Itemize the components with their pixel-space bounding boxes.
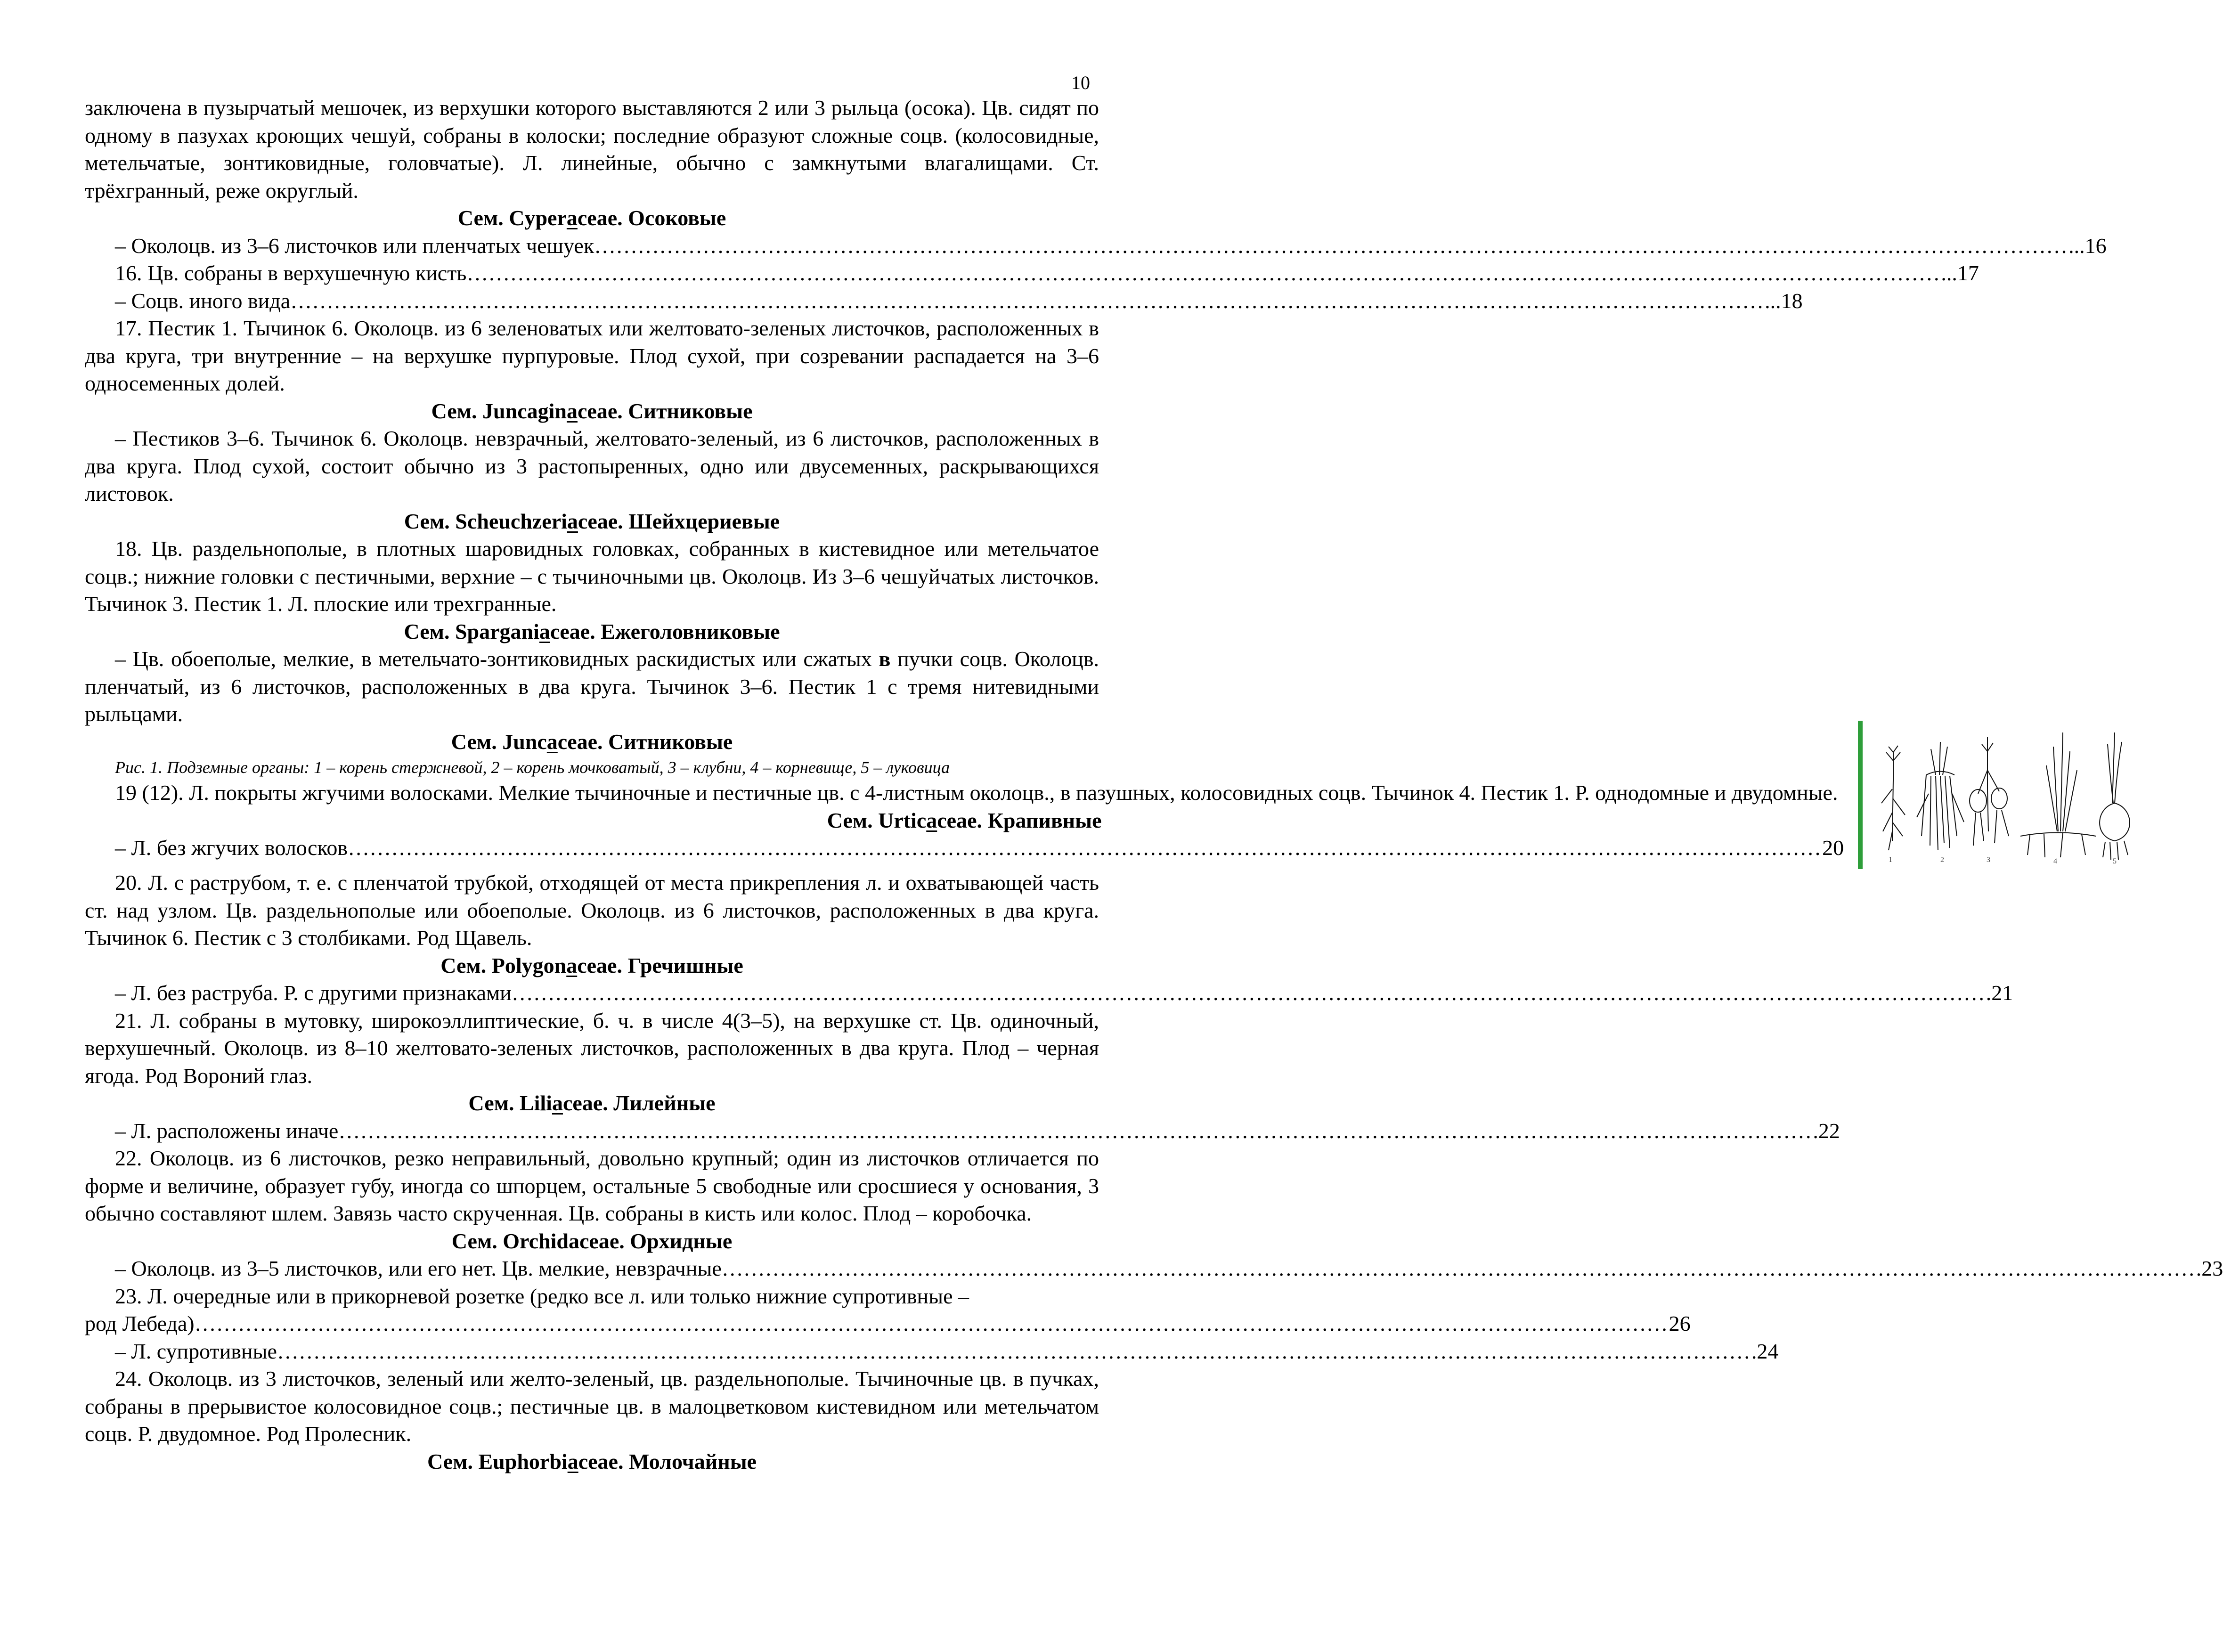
- paragraph-17: 17. Пестик 1. Тычинок 6. Околоцв. из 6 зеленоватых или желтовато-зеленых листочков, расположенных в два круга, три внутренние – на верхушке пурпуровые. Плод сухой, при созревании распадается на 3–6 односеменных долей.: [85, 316, 1099, 395]
- figure-label-1: 1: [1889, 856, 1893, 864]
- page-number: 10: [1071, 72, 1090, 93]
- figure-label-2: 2: [1940, 856, 1945, 864]
- key-line-24: – Л. супротивные …………………………………………………………………………………………………………………………………………………………………………………… .24: [85, 1338, 1099, 1366]
- key-line-17: 16. Цв. собраны в верхушечную кисть …………………………………………………………………………………………………………………………………………………………………………………… ...17: [85, 260, 1099, 287]
- key-line-23: – Околоцв. из 3–5 листочков, или его нет. Цв. мелкие, невзрачные …………………………………………………………………………………………………………………………………………………………………………………… .23: [85, 1255, 1099, 1283]
- figure-section: [85, 756, 2117, 869]
- family-heading-euphorbiaceae: Сем. Euphorbiaceae. Молочайные: [427, 1449, 757, 1473]
- family-heading-sparganiaceae: Сем. Sparganiaceae. Ежеголовниковые: [404, 619, 780, 643]
- paragraph-22: 22. Околоцв. из 6 листочков, резко неправильный, довольно крупный; один из листочков отличается по форме и величине, образует губу, иногда со шпорцем, остальные 5 свободные или сросшиеся у основания, 3 обычно составляют шлем. Завязь часто скрученная. Цв. собраны в кисть или колос. Плод – коробочка.: [85, 1146, 1099, 1225]
- family-heading-scheuchzeriaceae: Сем. Scheuchzeriaceae. Шейхцериевые: [404, 509, 780, 533]
- figure-label-3: 3: [1987, 856, 1991, 864]
- paragraph-17b: – Пестиков 3–6. Тычинок 6. Околоцв. невзрачный, желтовато-зеленый, из 6 листочков, расположенных в два круга. Плод сухой, состоит обычно из 3 растопыренных, одно или двусеменных, раскрывающихся листовок.: [85, 426, 1099, 505]
- family-heading-urticaceae: Сем. Urticaceae. Крапивные: [827, 808, 1102, 832]
- paragraph-20: 20. Л. с раструбом, т. е. с пленчатой трубкой, отходящей от места прикрепления л. и охватывающей часть ст. над узлом. Цв. раздельнополые или обоеполые. Околоцв. из 6 листочков, расположенных в два круга. Тычинок 6. Пестик с 3 столбиками. Род Щавель.: [85, 871, 1099, 950]
- figure-underground-organs: [1858, 721, 2117, 869]
- family-heading-liliaceae: Сем. Liliaceae. Лилейные: [468, 1091, 716, 1115]
- paragraph-18b: – Цв. обоеполые, мелкие, в метельчато-зонтиковидных раскидистых или сжатых в пучки соцв. Околоцв. пленчатый, из 6 листочков, расположенных в два круга. Тычинок 3–6. Пестик 1 с тремя нитевидными рыльцами.: [85, 647, 1099, 726]
- family-heading-cyperaceae: Сем. Cyperaceae. Осоковые: [457, 206, 726, 230]
- root-illustration: [1860, 723, 2140, 867]
- key-line-18: – Соцв. иного вида …………………………………………………………………………………………………………………………………………………………………………………… ...18: [85, 287, 1099, 315]
- paragraph-23: 23. Л. очередные или в прикорневой розетке (редко все л. или только нижние супротивные –: [115, 1284, 969, 1308]
- family-heading-orchidaceae: Сем. Orchidaceae. Орхидные: [451, 1229, 733, 1253]
- figure-label-5: 5: [2113, 857, 2117, 865]
- paragraph-intro: заключена в пузырчатый мешочек, из верхушки которого выставляются 2 или 3 рыльца (осока). Цв. сидят по одному в пазухах кроющих чешуй, собраны в колоски; последние образуют сложные соцв. (колосовидные, метельчатые, зонтиковидные, головчатые). Л. линейные, обычно с замкнутыми влагалищами. Ст. трёхгранный, реже округлый.: [85, 96, 1099, 203]
- figure-label-4: 4: [2053, 857, 2058, 865]
- family-heading-polygonaceae: Сем. Polygonaceae. Гречишные: [440, 953, 743, 977]
- figure-caption: Рис. 1. Подземные органы: 1 – корень стержневой, 2 – корень мочковатый, 3 – клубни, 4 – корневище, 5 – луковица: [115, 758, 950, 777]
- paragraph-21: 21. Л. собраны в мутовку, широкоэллиптические, б. ч. в числе 4(3–5), на верхушке ст. Цв. одиночный, верхушечный. Околоцв. из 8–10 желтовато-зеленых листочков, расположенных в два круга. Плод – черная ягода. Род Вороний глаз.: [85, 1008, 1099, 1088]
- key-line-20: – Л. без жгучих волосков …………………………………………………………………………………………………………………………………………………………………………………… 20: [85, 834, 1844, 862]
- key-line-26: род Лебеда) …………………………………………………………………………………………………………………………………………………………………………………… 26: [85, 1310, 1099, 1338]
- key-line-16: – Околоцв. из 3–6 листочков или пленчатых чешуек …………………………………………………………………………………………………………………………………………………………………………………… ...16: [85, 232, 1099, 260]
- document-body: [85, 94, 2223, 1475]
- key-line-22: – Л. расположены иначе …………………………………………………………………………………………………………………………………………………………………………………… .22: [85, 1117, 1099, 1145]
- family-heading-juncaginaceae: Сем. Juncaginaceae. Ситниковые: [431, 399, 753, 423]
- paragraph-18: 18. Цв. раздельнополые, в плотных шаровидных головках, собранных в кистевидное или метельчатое соцв.; нижние головки с пестичными, верхние – с тычиночными цв. Околоцв. Из 3–6 чешуйчатых листочков. Тычинок 3. Пестик 1. Л. плоские или трехгранные.: [85, 537, 1099, 616]
- key-line-21: – Л. без раструба. Р. с другими признаками …………………………………………………………………………………………………………………………………………………………………………………… .21: [85, 979, 1099, 1007]
- paragraph-24: 24. Околоцв. из 3 листочков, зеленый или желто-зеленый, цв. раздельнополые. Тычиночные цв. в пучках, собраны в прерывистое колосовидное соцв.; пестичные цв. в малоцветковом кистевидном или метельчатом соцв. Р. двудомное. Род Пролесник.: [85, 1367, 1099, 1446]
- paragraph-19: 19 (12). Л. покрыты жгучими волосками. Мелкие тычиночные и пестичные цв. с 4-листным околоцв., в пазушных, колосовидных соцв. Тычинок 4. Пестик 1. Р. однодомные и двудомные.: [115, 781, 1838, 805]
- family-heading-juncaceae: Сем. Juncaceae. Ситниковые: [451, 729, 733, 754]
